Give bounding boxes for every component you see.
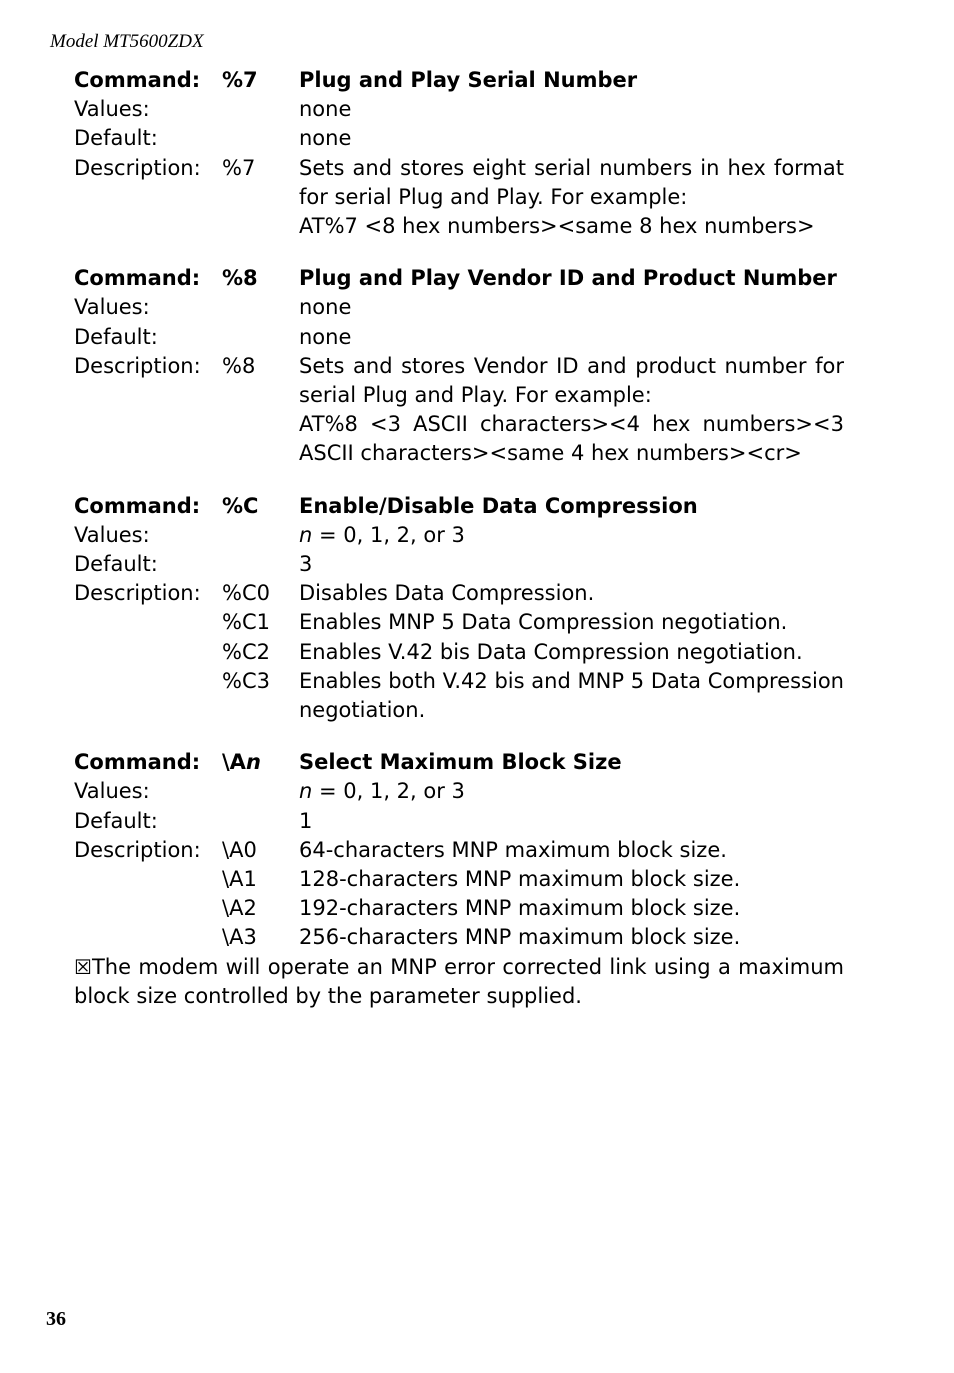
values-value (299, 777, 844, 806)
values-row (74, 95, 844, 124)
description-code: \A2 (222, 896, 257, 921)
default-label: Default: (74, 324, 158, 349)
command-code: %7 (222, 68, 258, 92)
description-row (74, 865, 844, 894)
description-label: Description: (74, 155, 201, 180)
description-label: Description: (74, 837, 201, 862)
default-row (74, 550, 844, 579)
description-code: %C0 (222, 581, 270, 606)
default-label: Default: (74, 552, 158, 577)
values-value: none (299, 295, 352, 320)
values-row (74, 521, 844, 550)
default-value: 3 (299, 552, 313, 577)
command-row (74, 264, 844, 293)
values-label: Values: (74, 522, 150, 547)
description-text: Enables both V.42 bis and MNP 5 Data Compression negotiation. (299, 668, 844, 723)
description-row (74, 410, 844, 468)
description-code: %C1 (222, 610, 270, 635)
description-text: 64-characters MNP maximum block size. (299, 837, 727, 862)
values-label: Values: (74, 97, 150, 122)
description-code: \A1 (222, 867, 257, 892)
command-title: Plug and Play Serial Number (299, 68, 638, 92)
values-range: = 0, 1, 2, or 3 (312, 779, 465, 804)
command-title: Select Maximum Block Size (299, 750, 622, 775)
description-code: %C2 (222, 639, 270, 664)
note-icon: ☒ (74, 954, 92, 979)
description-label: Description: (74, 353, 201, 378)
description-row (74, 212, 844, 241)
default-label: Default: (74, 126, 158, 151)
page-header-model: Model MT5600ZDX (50, 31, 204, 52)
command-code (222, 748, 299, 777)
command-reference (74, 66, 844, 1011)
default-row (74, 323, 844, 352)
values-value (299, 521, 844, 550)
description-text: 256-characters MNP maximum block size. (299, 925, 741, 950)
page-number: 36 (46, 1308, 66, 1330)
default-value: none (299, 324, 352, 349)
command-title: Plug and Play Vendor ID and Product Number (299, 266, 837, 291)
command-label: Command: (74, 493, 201, 518)
description-text: Sets and stores eight serial numbers in hex format for serial Plug and Play. For example: (299, 155, 844, 209)
values-row (74, 293, 844, 322)
command-block-pct7 (74, 66, 844, 241)
default-label: Default: (74, 808, 158, 833)
command-row (74, 492, 844, 521)
command-row (74, 748, 844, 777)
description-text: Sets and stores Vendor ID and product number for serial Plug and Play. For example: (299, 353, 844, 408)
description-text: 192-characters MNP maximum block size. (299, 896, 741, 921)
description-label: Description: (74, 581, 201, 606)
description-row (74, 579, 844, 608)
command-code: %C (222, 493, 259, 518)
description-text: 128-characters MNP maximum block size. (299, 867, 741, 892)
description-row (74, 352, 844, 410)
command-code: %8 (222, 266, 258, 291)
description-row (74, 638, 844, 667)
description-code: \A3 (222, 925, 257, 950)
description-row (74, 667, 844, 725)
command-block-pctC (74, 492, 844, 726)
description-code: %C3 (222, 668, 270, 693)
description-example: AT%8 <3 ASCII characters><4 hex numbers><3 ASCII characters><same 4 hex numbers><cr> (299, 412, 844, 466)
values-row (74, 777, 844, 806)
values-range: = 0, 1, 2, or 3 (312, 522, 465, 547)
description-text: Disables Data Compression. (299, 581, 595, 606)
command-row (74, 66, 844, 95)
command-label: Command: (74, 68, 201, 92)
values-variable: n (299, 522, 313, 547)
command-block-backslash-A (74, 748, 844, 952)
note-text: The modem will operate an MNP error corrected link using a maximum block size controlled by the parameter supplied. (74, 954, 844, 1008)
default-value: none (299, 126, 352, 151)
values-label: Values: (74, 779, 150, 804)
description-code: \A0 (222, 837, 257, 862)
description-example: AT%7 <8 hex numbers><same 8 hex numbers> (299, 214, 815, 239)
default-value: 1 (299, 808, 313, 833)
command-label: Command: (74, 266, 201, 291)
values-value: none (299, 97, 352, 122)
description-row (74, 923, 844, 952)
description-text: Enables MNP 5 Data Compression negotiation. (299, 610, 788, 635)
description-code: %8 (222, 353, 256, 378)
description-code: %7 (222, 155, 256, 180)
values-variable: n (299, 779, 313, 804)
description-text: Enables V.42 bis Data Compression negotiation. (299, 639, 803, 664)
command-code-prefix: \A (222, 750, 246, 775)
command-code-variable: n (245, 750, 261, 775)
description-row (74, 608, 844, 637)
description-row (74, 894, 844, 923)
description-row (74, 154, 844, 212)
default-row (74, 807, 844, 836)
command-label: Command: (74, 750, 201, 775)
values-label: Values: (74, 295, 150, 320)
description-row (74, 836, 844, 865)
command-title: Enable/Disable Data Compression (299, 493, 698, 518)
note-paragraph (74, 953, 844, 1011)
default-row (74, 124, 844, 153)
command-block-pct8 (74, 264, 844, 468)
